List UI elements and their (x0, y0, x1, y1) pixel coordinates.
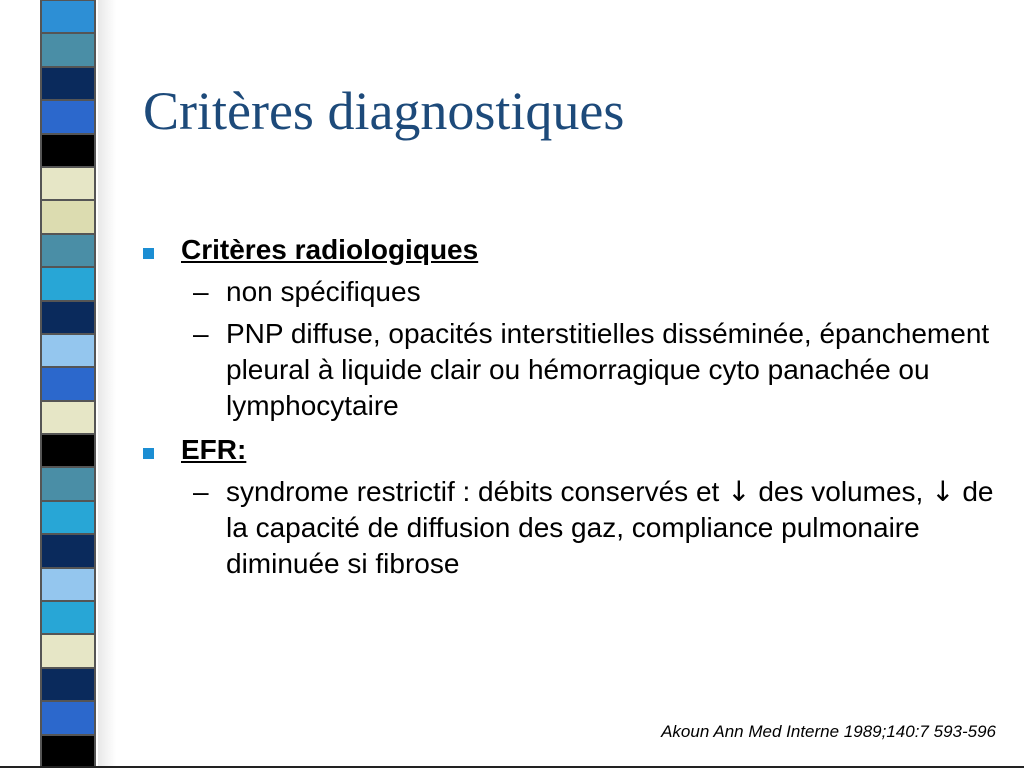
stripe-block (42, 100, 94, 133)
stripe-block (42, 735, 94, 768)
square-bullet-icon (143, 448, 154, 459)
square-bullet-icon (143, 248, 154, 259)
down-arrow-icon: ↓ (727, 475, 751, 508)
stripe-block (42, 568, 94, 601)
stripe-block (42, 0, 94, 33)
stripe-blocks (40, 0, 96, 768)
sub-item-text-1: syndrome restrictif : débits conservés et (226, 476, 728, 507)
sub-item-restrictive (143, 474, 1003, 582)
down-arrow-icon: ↓ (931, 475, 955, 508)
stripe-block (42, 267, 94, 300)
stripe-block (42, 634, 94, 667)
sub-item-pnp (143, 316, 1003, 424)
stripe-block (42, 234, 94, 267)
stripe-block (42, 167, 94, 200)
stripe-block (42, 401, 94, 434)
stripe-block (42, 33, 94, 66)
bullet-radiologic (143, 232, 1003, 268)
slide-title: Critères diagnostiques (143, 81, 625, 141)
sub-item-nonspecific (143, 274, 1003, 310)
sub-item-text-2: des volumes, (750, 476, 932, 507)
section-heading-radiologic: Critères radiologiques (181, 234, 479, 265)
section-heading-efr: EFR: (181, 434, 247, 465)
dash-icon: – (193, 276, 209, 307)
dash-icon: – (193, 318, 209, 349)
stripe-shadow (98, 0, 116, 768)
stripe-block (42, 434, 94, 467)
sub-item-text: non spécifiques (226, 276, 421, 307)
stripe-block (42, 701, 94, 734)
stripe-block (42, 501, 94, 534)
stripe-block (42, 200, 94, 233)
sub-item-text: PNP diffuse, opacités interstitielles disséminée, épanchement pleural à liquide clair ou hémorragique cyto panachée ou lymphocytaire (226, 318, 990, 421)
stripe-block (42, 134, 94, 167)
bullet-efr (143, 432, 1003, 468)
stripe-block (42, 534, 94, 567)
stripe-block (42, 301, 94, 334)
stripe-block (42, 668, 94, 701)
citation-reference: Akoun Ann Med Interne 1989;140:7 593-596 (661, 722, 996, 741)
stripe-block (42, 67, 94, 100)
sub-item-text-3: de la capacité de diffusion des gaz, compliance pulmonaire diminuée si fibrose (226, 476, 994, 579)
dash-icon: – (193, 476, 209, 507)
stripe-block (42, 334, 94, 367)
stripe-block (42, 467, 94, 500)
stripe-block (42, 601, 94, 634)
slide-content (143, 228, 1003, 582)
stripe-block (42, 367, 94, 400)
